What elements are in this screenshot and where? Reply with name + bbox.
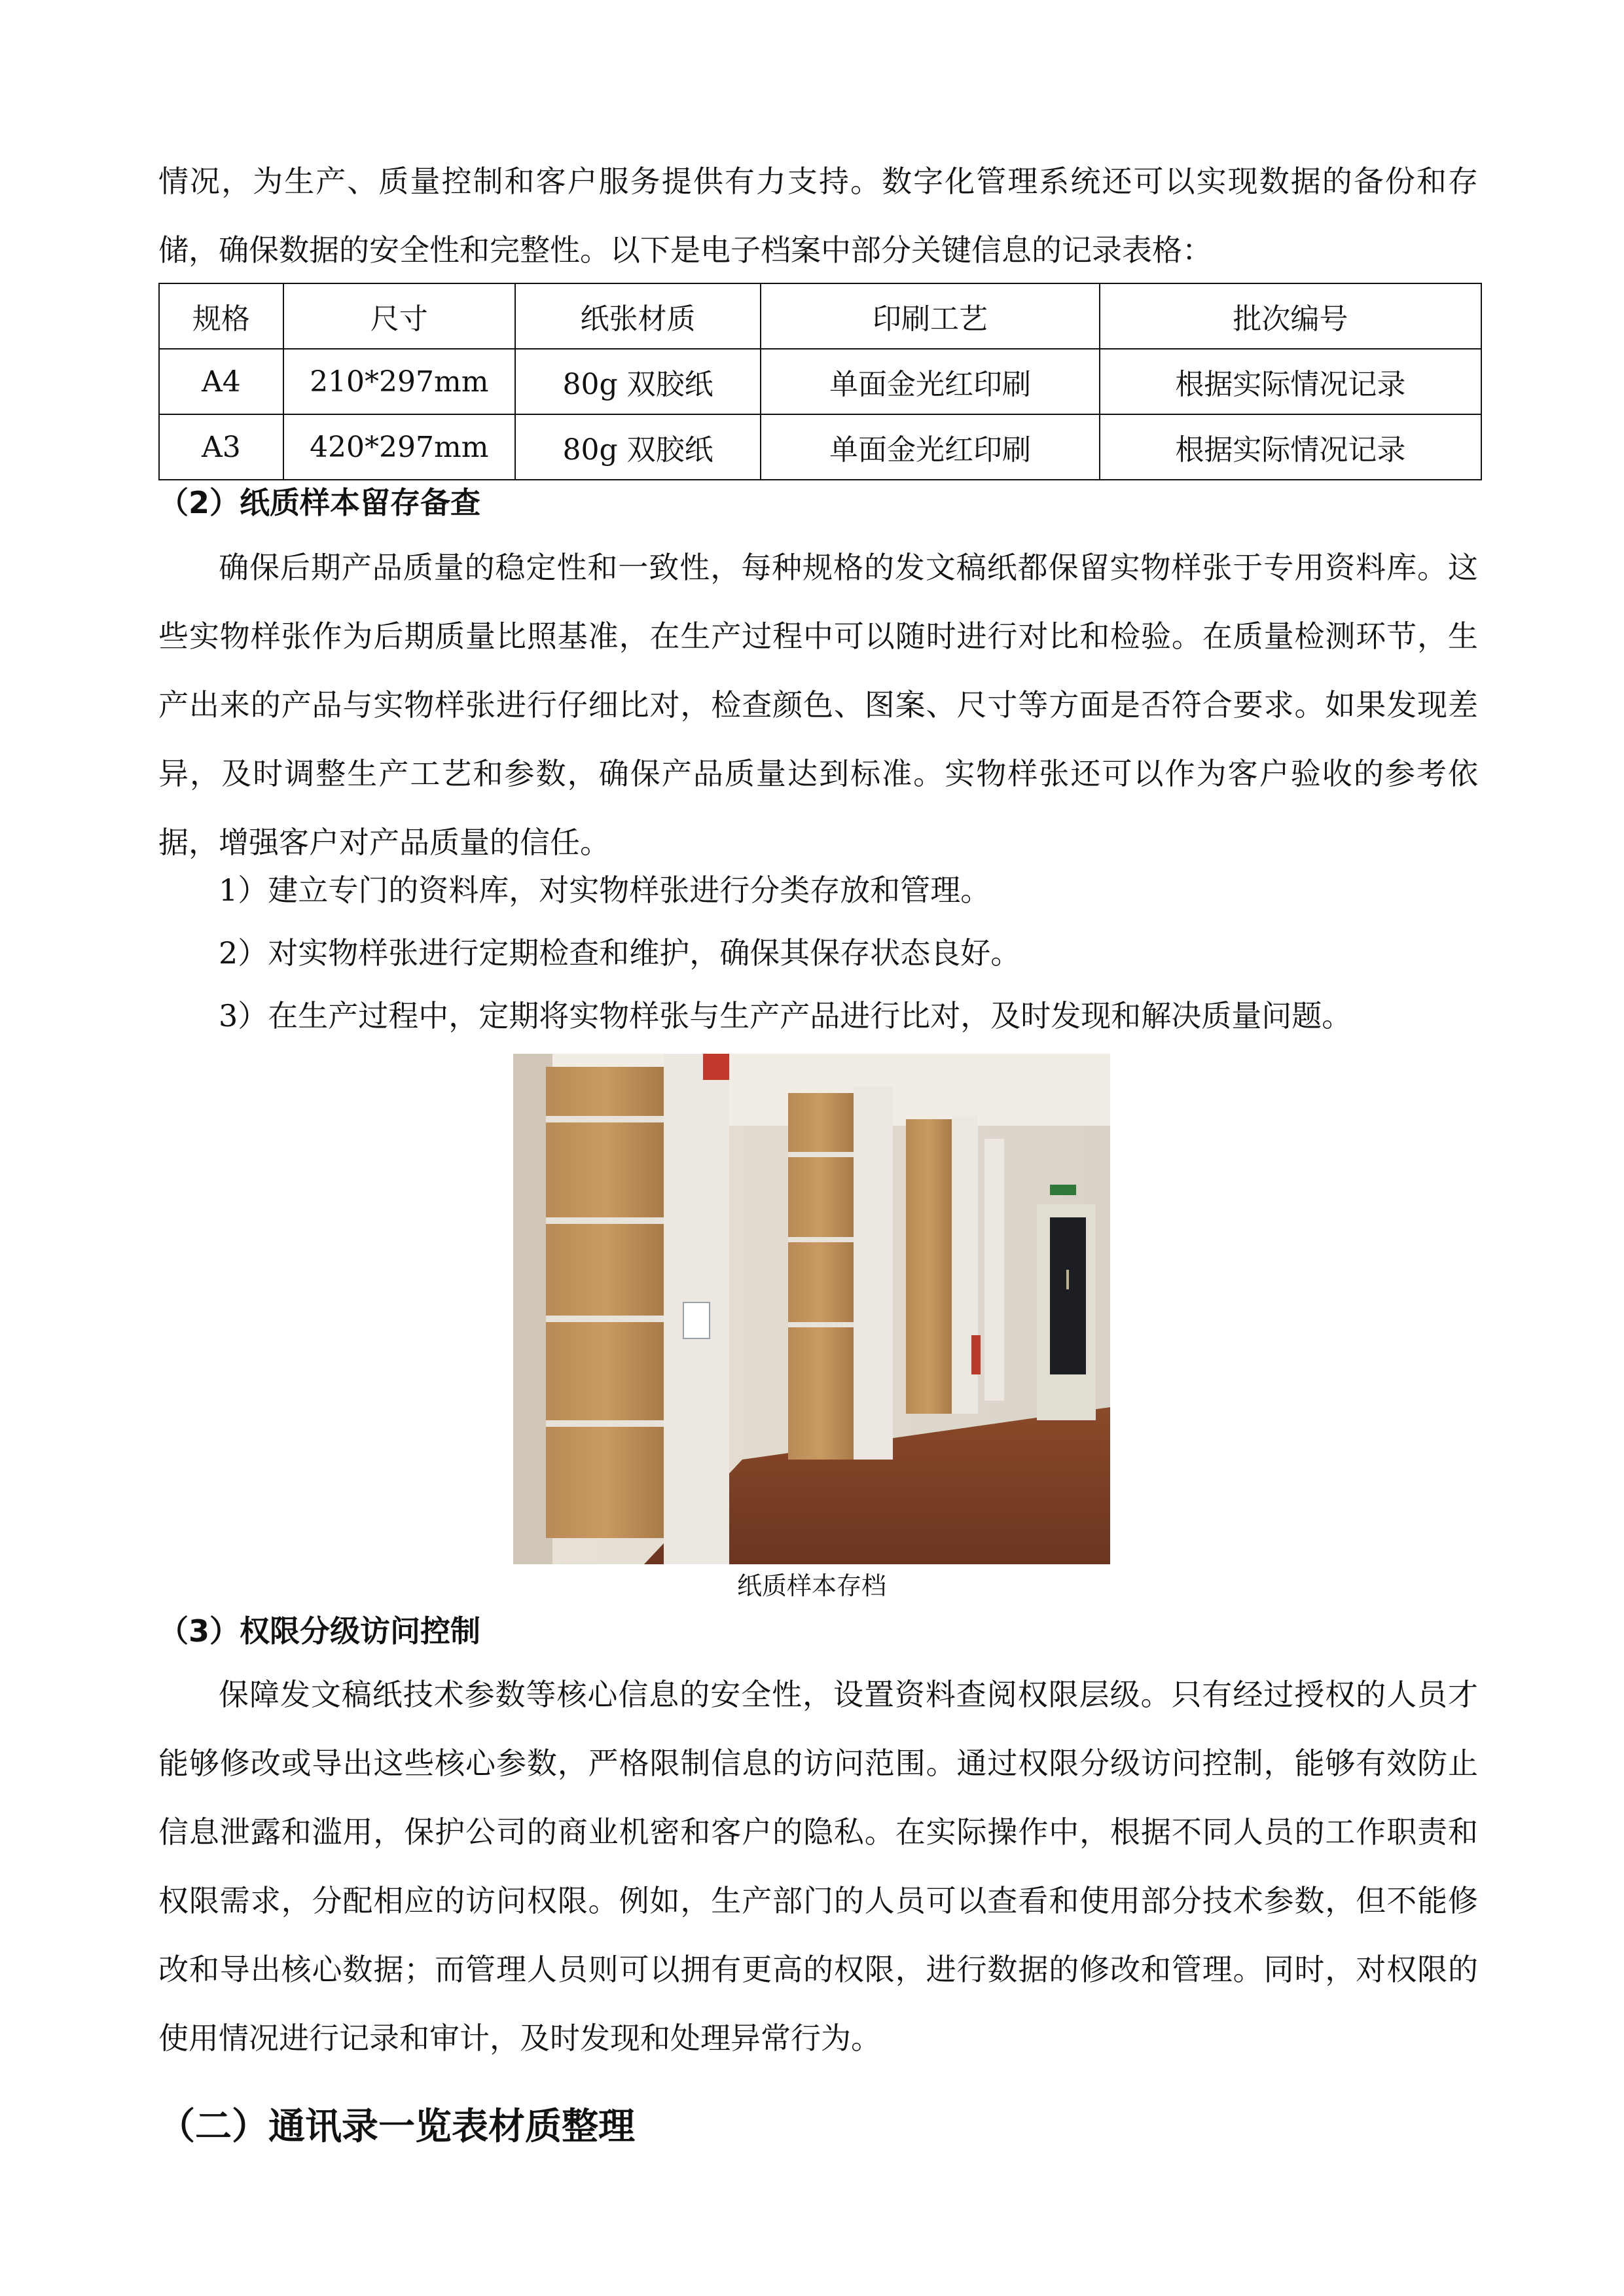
section3-heading: （3）权限分级访问控制 — [158, 1613, 481, 1649]
spec-table — [158, 283, 1482, 480]
table-header-cell: 尺寸 — [283, 283, 515, 349]
table-header-cell: 印刷工艺 — [761, 283, 1099, 349]
next-section-heading: （二）通讯录一览表材质整理 — [158, 2106, 635, 2148]
table-cell: 80g 双胶纸 — [515, 414, 761, 480]
table-cell: 单面金光红印刷 — [761, 349, 1099, 414]
table-row — [159, 349, 1481, 414]
list-item: 1）建立专门的资料库，对实物样张进行分类存放和管理。 — [219, 872, 991, 908]
table-cell: 210*297mm — [283, 349, 515, 414]
table-header-cell: 批次编号 — [1100, 283, 1481, 349]
section2-heading: （2）纸质样本留存备查 — [158, 485, 481, 520]
table-row — [159, 414, 1481, 480]
figure-caption: 纸质样本存档 — [736, 1571, 886, 1600]
section3-paragraph: 保障发文稿纸技术参数等核心信息的安全性，设置资料查阅权限层级。只有经过授权的人员才能够修改或导出这些核心参数，严格限制信息的访问范围。通过权限分级访问控制，能够有效防止信息泄露和滥用，保护公司的商业机密和客户的隐私。在实际操作中，根据不同人员的工作职责和权限需求，分配相应的访问权限。例如，生产部门的人员可以查看和使用部分技术参数，但不能修改和导出核心数据；而管理人员则可以拥有更高的权限，进行数据的修改和管理。同时，对权限的使用情况进行记录和审计，及时发现和处理异常行为。 — [158, 1677, 1478, 2056]
list-item: 2）对实物样张进行定期检查和维护，确保其保存状态良好。 — [219, 935, 1021, 971]
table-cell: A4 — [159, 349, 283, 414]
table-cell: 80g 双胶纸 — [515, 349, 761, 414]
table-cell: 根据实际情况记录 — [1100, 349, 1481, 414]
table-header-cell: 纸张材质 — [515, 283, 761, 349]
table-header-cell: 规格 — [159, 283, 283, 349]
table-header-row — [159, 283, 1481, 349]
table-cell: 根据实际情况记录 — [1100, 414, 1481, 480]
table-cell: 单面金光红印刷 — [761, 414, 1099, 480]
archive-shelves-photo — [513, 1054, 1110, 1564]
table-cell: 420*297mm — [283, 414, 515, 480]
section2-paragraph: 确保后期产品质量的稳定性和一致性，每种规格的发文稿纸都保留实物样张于专用资料库。这些实物样张作为后期质量比照基准，在生产过程中可以随时进行对比和检验。在质量检测环节，生产出来的产品与实物样张进行仔细比对，检查颜色、图案、尺寸等方面是否符合要求。如果发现差异，及时调整生产工艺和参数，确保产品质量达到标准。实物样张还可以作为客户验收的参考依据，增强客户对产品质量的信任。 — [158, 550, 1478, 860]
intro-paragraph: 情况，为生产、质量控制和客户服务提供有力支持。数字化管理系统还可以实现数据的备份和存储，确保数据的安全性和完整性。以下是电子档案中部分关键信息的记录表格： — [158, 164, 1478, 268]
list-item: 3）在生产过程中，定期将实物样张与生产产品进行比对，及时发现和解决质量问题。 — [219, 998, 1352, 1033]
table-cell: A3 — [159, 414, 283, 480]
